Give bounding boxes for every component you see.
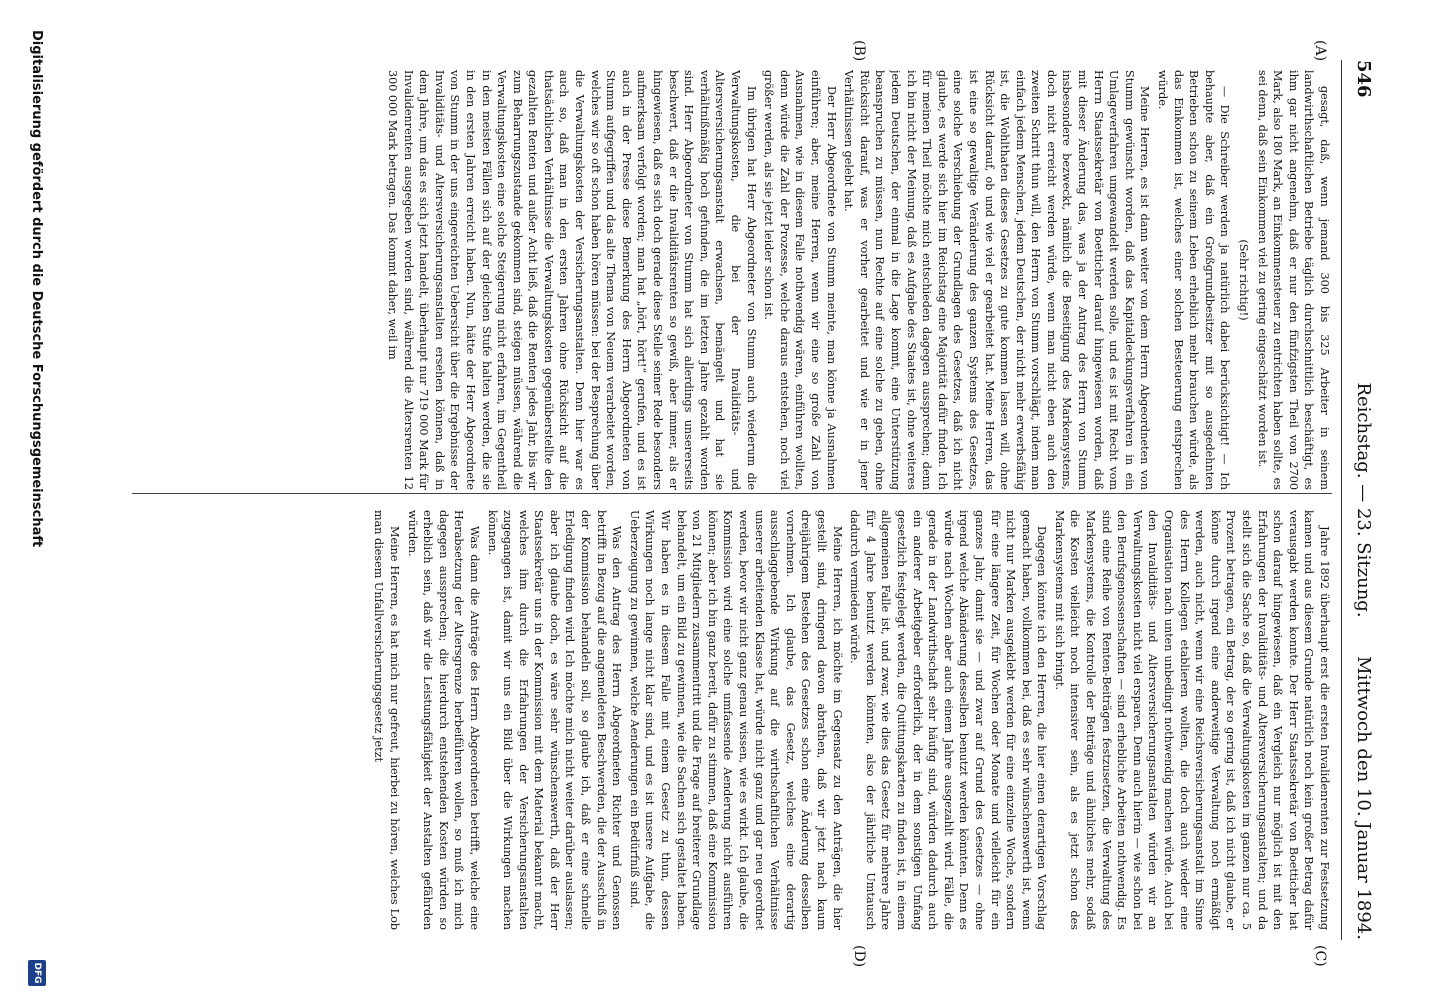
interjection: (Sehr richtig!) (1237, 239, 1251, 321)
paragraph: gesagt, daß, wenn jemand 300 bis 325 Arbeiter in seinem landwirthschaftlichen Betriebe täglich durchschnittlich beschäftigt, es ihm gar nicht angenehm, daß er nur den fünfzigsten Theil von 2700 Mark, also 180 Mark, an Einkommensteuer zu entrichten haben sollte, es sei denn, daß sein Einkommen viel zu gering eingeschätzt worden ist. (1255, 70, 1331, 490)
paragraph: Meine Herren, es ist dann weiter von dem Herrn Abgeordneten von Stumm gewünscht worden, daß das Kapitaldeckungsverfahren in ein Umlageverfahren umgewandelt werden solle, und es ist mit Recht vom Herrn Staatssekretär von Boetticher darauf hingewiesen worden, daß mit dieser Änderung das, was ja der Antrag des Herrn von Stumm insbesondere bezweckt, nämlich die Beseitigung des Markensystems, doch nicht erreicht werden würde, wenn man nicht eben auch den zweiten Schritt thun will, den Herrn von Stumm vorschlägt, indem man einfach jedem Menschen, jedem Deutschen, der nicht mehr erwerbsfähig ist, die Wohlthaten dieses Gesetzes zu gute kommen lassen will, ohne Rücksicht darauf, ob und wie viel er gearbeitet hat. Meine Herren, das ist eine so gewaltige Veränderung des ganzen Systems des Gesetzes, eine solche Verschiebung der Grundlagen des Gesetzes, daß ich nicht glaube, es werde sich hier im Reichstag eine Majorität dafür finden. Ich für meinen Theil möchte mich entschieden dagegen aussprechen; denn ich bin nicht der Meinung, daß es Aufgabe des Staates ist, ohne weiteres jedem Deutschen, der einmal in die Lage kommt, eine Unterstützung beanspruchen zu müssen, nun Rechte auf eine solche zu geben, ohne Rücksicht darauf, was er vorher gearbeitet und wie er in jener Verhältnissen gelebt hat. (842, 70, 1152, 490)
paragraph: Jahre 1892 überhaupt erst die ersten Invalidenrenten zur Festsetzung kamen und aus diesem Grunde natürlich noch kein großer Betrag dafür verausgabt werden konnte. Der Herr Staatssekretär von Boetticher hat schon darauf hingewiesen, daß ein Vergleich nur möglich ist mit den Erfahrungen der Invaliditäts- und Altersversicherungsanstalten; und da stellt sich die Sache so, daß die Verwaltungskosten im ganzen nur ca. 5 Prozent betragen, ein Betrag, der so gering ist, daß ich nicht glaube, er könne durch irgend eine anderweitige Verwaltung noch ermäßigt werden, auch nicht, wenn wir eine Reichsversicherungsanstalt im Sinne des Herrn Kollegen etablieren wollten, die doch auch wieder eine Organisation nach unten unbedingt nothwendig machen würde. Auch bei den Invaliditäts- und Altersversicherungsanstalten würden wir an Verwaltungskosten nicht viel ersparen. Denn auch hierin — wie schon bei den Berufsgenossenschaften — sind erhebliche Arbeiten nothwendig. Es sind eine Reihe von Renten-Beiträgen festzusetzen, die Verwaltung des Markensystems, die Kontrolle der Beiträge und ähnliches mehr, sodaß die Kosten vielleicht noch intensiver sein, als es jetzt schon des Markensystems mit sich bringt. (1052, 510, 1331, 930)
paragraph: Dagegen könnte ich den Herren, die hier einen derartigen Vorschlag gemacht haben, vollkommen bei, daß es sehr wünschenswerth ist, wenn nicht nur Marken ausgeklebt werden für eine einzelne Woche, sondern für eine längere Zeit, für Wochen oder Monate und vielleicht für ein ganzes Jahr, damit sie — und zwar auf Grund des Gesetzes — ohne irgend welche Abänderung desselben benutzt werden könnten. Denn es würde nach Wochen aber auch einem Jahre ausgezahlt wird. Fälle, die gerade in der Landwirthschaft sehr häufig sind, würden dadurch auch ein anderer Arbeitgeber erforderlich, der in dem sonstigen Umfang gesetzlich festgelegt werden, die Quittungskarten zu finden ist, in einem allgemeinen Falle ist, und zwar, wie dies das Gesetz für mehrere Jahre für 4 Jahre benutzt werden könnten, also der jährliche Umtausch dadurch vermieden würde. (848, 510, 1049, 930)
right-text-column (112, 510, 1332, 930)
margin-marker-c: (C) (1312, 945, 1328, 967)
paragraph: Der Herr Abgeordnete von Stumm meinte, man könne ja Ausnahmen einführen; aber, meine Herren, wenn wir eine so große Zahl von Ausnahmen, wie in diesem Falle nothwendig wären, einführen wollten, denn würde die Zahl der Prozesse, welche daraus entstehen, noch viel größer werden, als sie jetzt leider schon ist. (762, 70, 838, 490)
column-divider (132, 493, 1332, 494)
paragraph: Was dann die Anträge des Herrn Abgeordneten betrifft, welche eine Herabsetzung der Altersgrenze herbeiführen wollen, so muß ich mich dagegen aussprechen; die hierdurch entstehenden Kosten würden so erheblich sein, daß wir die Leistungsfähigkeit der Anstalten gefährden würden. (405, 510, 481, 930)
paragraph: — Die Schreiber werden ja natürlich dabei berücksichtigt! — Ich behaupte aber, daß ein Großgrundbesitzer mit so ausgedehnten Betrieben schon zu seinem Leben erheblich mehr brauchen würde, als das Einkommen ist, welches einer solchen Besteuerung entsprechen würde. (1156, 70, 1232, 490)
paragraph: Im übrigen hat Herr Abgeordneter von Stumm auch wiederum die Verwaltungskosten, die bei der Invaliditäts- und Altersversicherungsanstalt erwachsen, bemängelt und hat sie verhältnißmäßig hoch gefunden, die im letzten Jahre gezahlt worden sind. Herr Abgeordneter von Stumm hat sich allerdings unsererseits beschwert, daß er die Invaliditätsrenten so gewiß, aber immer, als er hingewiesen, daß es sich doch gerade diese Stelle seiner Rede besonders aufmerksam verfolgt worden; man hat „hört, hört!“ gerufen, und es ist auch in der Presse diese Bemerkung des Herrn Abgeordneten von Stumm aufgegriffen und das alte Thema von Neuem verarbeitet worden, welches wir so oft schon haben hören müssen: bei der Besprechung über die Verwaltungskosten der Versicherungsanstalten. Denn hier war es auch so, daß man in den ersten Jahren ohne Rücksicht auf die thatsächlichen Verhältnisse die Verwaltungskosten gegenüberstellte den gezahlten Renten und außer Acht ließ, daß die Renten jedes Jahr, bis wir zum Beharrungszustande gekommen sind, steigen müssen, während die Verwaltungskosten eine solche Steigerung nicht erfahren, im Gegentheil in den meisten Fällen sich auf der gleichen Stufe halten werden, die sie in den ersten Jahren erreicht haben. Nun, hätte der Herr Abgeordnete von Stumm in der uns eingereichten Uebersicht über die Ergebnisse der Invaliditäts- und Altersversicherungsanstalten ersehen können, daß in dem Jahre, um das es sich jetzt handelt, überhaupt nur 719 000 Mark für Invalidenrenten ausgegeben worden sind, während die Altersrenten 12 300 000 Mark betragen. Das kommt daher, weil im (385, 70, 758, 490)
paragraph: Meine Herren, ich möchte im Gegensatz zu den Anträgen, die hier gestellt sind, dringend davon abrathen, daß wir jetzt nach kaum dreijährigem Bestehen des Gesetzes schon eine Änderung desselben vornehmen. Ich glaube, das Gesetz, welches eine derartig ausschlaggebende Wirkung auf die wirthschaftlichen Verhältnisse unserer arbeitenden Klasse hat, würde nicht ganz und gar neu geordnet werden, bevor wir nicht ganz genau wissen, wie es wirkt. Ich glaube, die Kommission wird eine solche umfassende Aenderung nicht ausführen können; aber ich bin ganz bereit, dafür zu stimmen, daß eine Kommission von 21 Mitgliedern zusammentritt und die Frage auf breiterer Grundlage behandelt, um ein Bild zu gewinnen, wie die Sachen sich gestaltet haben. Wir haben es in diesem Falle mit einem Gesetz zu thun, dessen Wirkungen noch lange nicht klar sind, und es ist unsere Aufgabe, die Ueberzeugung zu gewinnen, welche Aenderungen ein Bedürfniß sind. (627, 510, 844, 930)
dfg-logo-icon: DFG (28, 960, 46, 986)
margin-marker-b: (B) (851, 40, 867, 62)
digitization-footer (22, 30, 48, 984)
paragraph: Was den Antrag des Herrn Abgeordneten Richter und Genossen betrifft in Bezug auf die angemeldeten Beschwerden, die der Ausschuß in der Kommission behandeln soll, so glaube ich, daß er eine schnelle Erledigung finden wird. Ich möchte mich nicht weiter darüber auslassen; aber ich glaube doch, es wäre sehr wünschenswerth, daß der Herr Staatssekretär uns in der Kommission mit dem Material bekannt macht, welches ihm durch die Erfahrungen der Versicherungsanstalten zugegangen ist, damit wir uns ein Bild über die Wirkungen machen können. (485, 510, 624, 930)
footer-credit: Digitalisierung gefördert durch die Deutsche Forschungsgemeinschaft (29, 30, 44, 548)
margin-marker-d: (D) (851, 945, 867, 968)
margin-marker-a: (A) (1312, 40, 1328, 62)
page-number: 546 (1353, 60, 1374, 98)
header-date: Mittwoch den 10. Januar 1894. (1353, 656, 1374, 940)
paragraph: Meine Herren, es hat mich nur gefreut, hierbei zu hören, welches Lob man diesem Unfallversicherungsgesetz jetzt (372, 510, 401, 930)
header-title: Reichstag. — 23. Sitzung. (1353, 382, 1374, 618)
page-header (1341, 60, 1382, 940)
left-text-column (112, 70, 1332, 490)
